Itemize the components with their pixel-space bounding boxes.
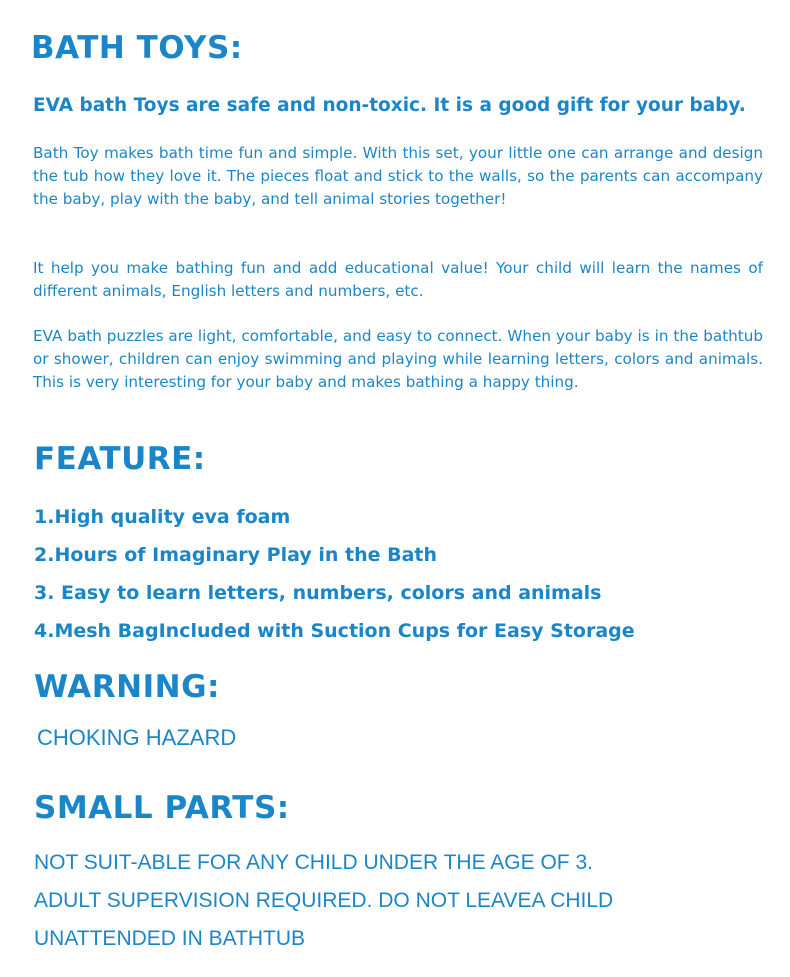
small-parts-line: NOT SUIT-ABLE FOR ANY CHILD UNDER THE AGE OF 3.	[34, 851, 593, 874]
feature-item: 4.Mesh BagIncluded with Suction Cups for Easy Storage	[34, 620, 635, 642]
bath-toys-paragraph-2: It help you make bathing fun and add educational value! Your child will learn the names of different animals, English letters and numbers, etc.	[33, 259, 763, 300]
small-parts-line: UNATTENDED IN BATHTUB	[34, 927, 306, 950]
feature-item: 1.High quality eva foam	[34, 506, 291, 528]
small-parts-line: ADULT SUPERVISION REQUIRED. DO NOT LEAVEA CHILD	[34, 889, 614, 912]
feature-heading: FEATURE:	[34, 441, 206, 477]
bath-toys-paragraph-3: EVA bath puzzles are light, comfortable, and easy to connect. When your baby is in the bathtub or shower, children can enjoy swimming and playing while learning letters, colors and animals. This is very interesting for your baby and makes bathing a happy thing.	[33, 327, 763, 391]
warning-heading: WARNING:	[34, 669, 220, 705]
bath-toys-paragraph-1: Bath Toy makes bath time fun and simple. With this set, your little one can arrange and design the tub how they love it. The pieces float and stick to the walls, so the parents can accompany the baby, play with the baby, and tell animal stories together!	[33, 144, 763, 208]
warning-text: CHOKING HAZARD	[37, 725, 237, 750]
feature-list	[34, 498, 635, 650]
feature-item: 2.Hours of Imaginary Play in the Bath	[34, 544, 438, 566]
small-parts-list	[34, 844, 613, 958]
small-parts-heading: SMALL PARTS:	[34, 790, 290, 826]
feature-item: 3. Easy to learn letters, numbers, colors and animals	[34, 582, 602, 604]
bath-toys-lead: EVA bath Toys are safe and non-toxic. It is a good gift for your baby.	[33, 95, 746, 116]
bath-toys-heading: BATH TOYS:	[31, 30, 243, 66]
